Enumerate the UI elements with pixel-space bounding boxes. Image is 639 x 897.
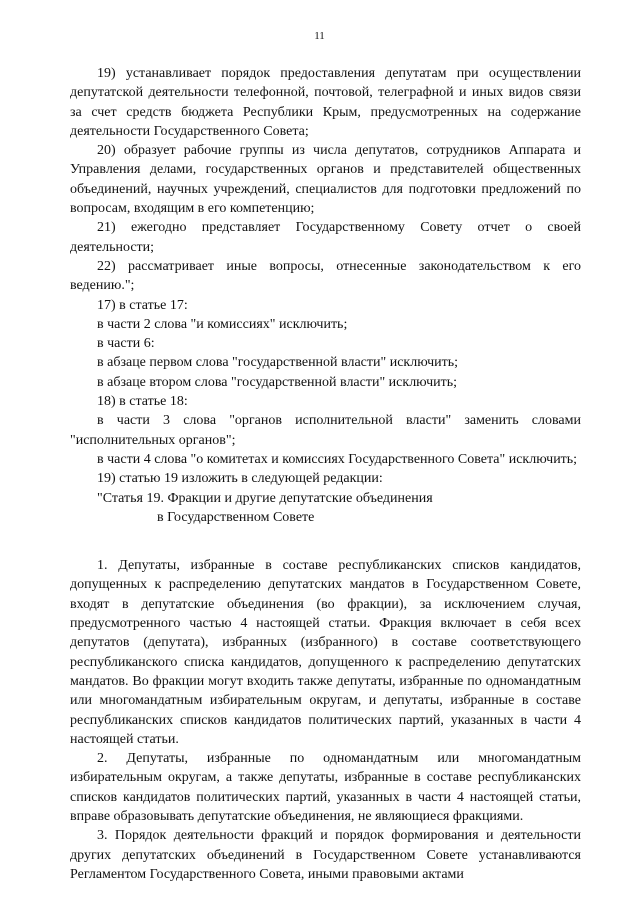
article-title-line2: в Государственном Совете <box>157 509 315 525</box>
paragraph: 22) рассматривает иные вопросы, отнесенные законодательством к его ведению."; <box>70 258 581 294</box>
paragraph: 19) устанавливает порядок предоставления депутатам при осуществлении депутатской деятельности телефонной, почтовой, телеграфной и иных видов связи за счет средств бюджета Республики Крым, предусмотренных на содержание деятельности Государственного Совета; <box>70 66 581 139</box>
paragraph: 17) в статье 17: <box>97 297 188 313</box>
article-paragraph: 1. Депутаты, избранные в составе республиканских списков кандидатов, допущенных к распределению депутатских мандатов в Государственном Совете, входят в депутатские объединения (во фракции), за исключением случая, предусмотренного частью 4 настоящей статьи. Фракция включает в себя всех депутатов (депутата), избранных (избранного) в составе соответствующего республиканского списка кандидатов, допущенного к распределению депутатских мандатов. Во фракции могут входить также депутаты, избранные по одномандатным или многомандатным избирательным округам, и депутаты, избранные в составе республиканских списков кандидатов политических партий, указанных в части 4 настоящей статьи. <box>70 558 581 747</box>
article-paragraph: 3. Порядок деятельности фракций и порядок формирования и деятельности других депутатских объединений в Государственном Совете устанавливаются Регламентом Государственного Совета, иными правовыми актами <box>70 828 581 882</box>
spacer <box>70 527 581 546</box>
paragraph: 19) статью 19 изложить в следующей редакции: <box>97 471 383 487</box>
paragraph: в абзаце втором слова "государственной власти" исключить; <box>97 374 458 390</box>
article-paragraph: 2. Депутаты, избранные по одномандатным или многомандатным избирательным округам, а также депутаты, избранные в составе республиканских списков кандидатов политических партий, указанных в части 4 настоящей статьи, вправе образовывать депутатские объединения, не являющиеся фракциями. <box>70 751 581 824</box>
paragraph: в части 2 слова "и комиссиях" исключить; <box>97 316 348 332</box>
article-title <box>70 489 581 528</box>
paragraph: в части 3 слова "органов исполнительной власти" заменить словами "исполнительных органов"; <box>70 413 581 448</box>
paragraph: 18) в статье 18: <box>97 394 188 410</box>
paragraph: в абзаце первом слова "государственной власти" исключить; <box>97 355 459 371</box>
document-body <box>70 64 581 884</box>
article-title-line1: "Статья 19. Фракции и другие депутатские объединения <box>97 490 433 506</box>
page-number: 11 <box>314 30 325 42</box>
paragraph: 20) образует рабочие группы из числа депутатов, сотрудников Аппарата и Управления делами, государственных органов и представителей общественных объединений, научных учреждений, специалистов для подготовки предложений по вопросам, входящим в его компетенцию; <box>70 143 581 217</box>
paragraph: в части 4 слова "о комитетах и комиссиях Государственного Совета" исключить; <box>97 451 578 467</box>
paragraph: в части 6: <box>97 336 155 352</box>
paragraph: 21) ежегодно представляет Государственному Совету отчет о своей деятельности; <box>70 220 581 255</box>
